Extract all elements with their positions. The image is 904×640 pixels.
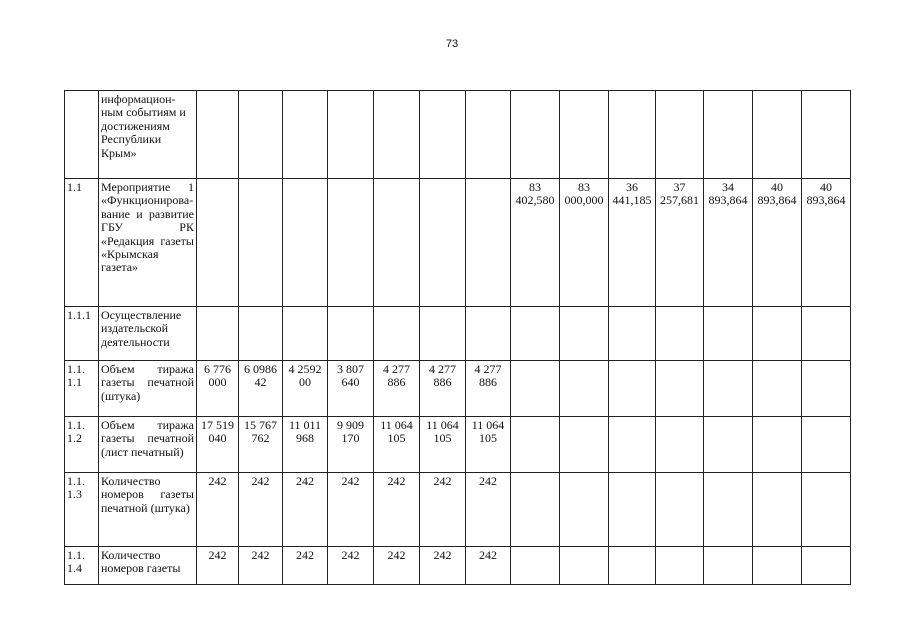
finance-cell xyxy=(753,91,802,179)
count-cell xyxy=(197,179,239,307)
finance-cell xyxy=(656,361,704,417)
row-name: Количество номеров газеты xyxy=(99,547,197,585)
count-cell: 11 064 105 xyxy=(420,417,466,473)
count-cell xyxy=(466,307,511,361)
finance-cell xyxy=(704,547,753,585)
finance-cell xyxy=(511,547,560,585)
finance-cell xyxy=(802,473,851,547)
finance-cell xyxy=(560,547,609,585)
finance-cell xyxy=(609,361,656,417)
count-cell: 242 xyxy=(420,547,466,585)
finance-cell xyxy=(704,473,753,547)
finance-cell xyxy=(609,547,656,585)
finance-cell xyxy=(753,417,802,473)
table-row xyxy=(65,361,851,417)
row-name: Осуществление издательской деятельности xyxy=(99,307,197,361)
count-cell: 242 xyxy=(328,473,374,547)
finance-value-top: 40 xyxy=(820,180,832,194)
count-cell: 4 277 886 xyxy=(420,361,466,417)
count-cell: 242 xyxy=(283,547,328,585)
finance-cell xyxy=(560,179,609,307)
finance-cell xyxy=(704,179,753,307)
count-cell: 242 xyxy=(239,473,283,547)
row-code: 1.1. 1.1 xyxy=(65,361,99,417)
table-row xyxy=(65,473,851,547)
finance-value-top: 83 xyxy=(578,180,590,194)
finance-cell xyxy=(753,179,802,307)
count-cell xyxy=(420,179,466,307)
finance-value-bottom: 893,864 xyxy=(757,193,797,208)
finance-value-top: 83 xyxy=(529,180,541,194)
table-row xyxy=(65,307,851,361)
finance-cell xyxy=(609,417,656,473)
count-cell: 242 xyxy=(466,473,511,547)
finance-value-top: 40 xyxy=(771,180,783,194)
count-cell xyxy=(197,91,239,179)
count-cell: 242 xyxy=(197,547,239,585)
row-name: Объем тиража газеты печатной (лист печатный) xyxy=(99,417,197,473)
finance-cell xyxy=(704,91,753,179)
finance-cell xyxy=(704,361,753,417)
count-cell: 4 277 886 xyxy=(466,361,511,417)
count-cell: 242 xyxy=(283,473,328,547)
count-cell xyxy=(283,179,328,307)
count-cell xyxy=(466,179,511,307)
count-cell: 242 xyxy=(328,547,374,585)
finance-value-bottom: 257,681 xyxy=(660,193,699,208)
finance-cell xyxy=(656,473,704,547)
table-row xyxy=(65,417,851,473)
finance-value-top: 34 xyxy=(722,180,734,194)
table-row xyxy=(65,179,851,307)
count-cell: 6 0986 42 xyxy=(239,361,283,417)
count-cell xyxy=(283,91,328,179)
count-cell xyxy=(328,307,374,361)
count-cell: 11 064 105 xyxy=(466,417,511,473)
finance-cell xyxy=(560,473,609,547)
finance-cell xyxy=(802,91,851,179)
finance-cell xyxy=(609,307,656,361)
finance-cell xyxy=(609,473,656,547)
finance-cell xyxy=(609,91,656,179)
count-cell: 11 011 968 xyxy=(283,417,328,473)
count-cell: 4 2592 00 xyxy=(283,361,328,417)
finance-cell xyxy=(753,307,802,361)
count-cell xyxy=(239,179,283,307)
finance-cell xyxy=(656,547,704,585)
finance-cell xyxy=(753,361,802,417)
row-code: 1.1. 1.2 xyxy=(65,417,99,473)
count-cell: 4 277 886 xyxy=(374,361,420,417)
finance-value-bottom: 893,864 xyxy=(806,193,846,208)
page-number: 73 xyxy=(445,38,459,50)
finance-cell xyxy=(560,417,609,473)
finance-cell xyxy=(802,361,851,417)
count-cell xyxy=(420,91,466,179)
row-code xyxy=(65,91,99,179)
finance-cell xyxy=(560,91,609,179)
finance-cell xyxy=(511,307,560,361)
count-cell xyxy=(420,307,466,361)
count-cell: 11 064 105 xyxy=(374,417,420,473)
count-cell: 242 xyxy=(466,547,511,585)
finance-cell xyxy=(511,91,560,179)
count-cell: 242 xyxy=(374,547,420,585)
count-cell: 9 909 170 xyxy=(328,417,374,473)
finance-cell xyxy=(560,307,609,361)
finance-cell xyxy=(704,307,753,361)
count-cell: 242 xyxy=(197,473,239,547)
count-cell xyxy=(374,307,420,361)
count-cell xyxy=(197,307,239,361)
count-cell: 242 xyxy=(374,473,420,547)
finance-cell xyxy=(802,179,851,307)
count-cell xyxy=(374,91,420,179)
table-row xyxy=(65,91,851,179)
finance-cell xyxy=(802,547,851,585)
row-code: 1.1 xyxy=(65,179,99,307)
count-cell: 242 xyxy=(420,473,466,547)
finance-cell xyxy=(511,473,560,547)
finance-cell xyxy=(753,473,802,547)
count-cell xyxy=(239,91,283,179)
finance-cell xyxy=(511,361,560,417)
finance-value-top: 37 xyxy=(673,180,686,194)
program-table xyxy=(64,90,851,585)
row-code: 1.1. 1.4 xyxy=(65,547,99,585)
row-name: информацион-ным событиям и достижениям Республики Крым» xyxy=(99,91,197,179)
count-cell: 242 xyxy=(239,547,283,585)
finance-value-bottom: 893,864 xyxy=(708,193,748,208)
count-cell xyxy=(374,179,420,307)
finance-cell xyxy=(656,179,704,307)
count-cell xyxy=(239,307,283,361)
row-code: 1.1.1 xyxy=(65,307,99,361)
finance-cell xyxy=(511,179,560,307)
finance-value-bottom: 402,580 xyxy=(515,193,555,208)
row-name: Количество номеров газеты печатной (штука) xyxy=(99,473,197,547)
count-cell: 3 807 640 xyxy=(328,361,374,417)
count-cell xyxy=(328,179,374,307)
finance-value-bottom: 441,185 xyxy=(612,193,652,208)
finance-value-bottom: 000,000 xyxy=(564,193,604,208)
count-cell xyxy=(328,91,374,179)
finance-cell xyxy=(802,307,851,361)
count-cell xyxy=(466,91,511,179)
count-cell xyxy=(283,307,328,361)
row-name: Мероприятие 1 «Функционирова-вание и развитие ГБУ РК «Редакция газеты «Крымская газета» xyxy=(99,179,197,307)
row-code: 1.1. 1.3 xyxy=(65,473,99,547)
finance-cell xyxy=(802,417,851,473)
finance-cell xyxy=(560,361,609,417)
finance-cell xyxy=(753,547,802,585)
count-cell: 6 776 000 xyxy=(197,361,239,417)
finance-cell xyxy=(609,179,656,307)
finance-cell xyxy=(656,417,704,473)
finance-cell xyxy=(511,417,560,473)
finance-value-top: 36 xyxy=(626,180,638,194)
finance-cell xyxy=(704,417,753,473)
finance-cell xyxy=(656,91,704,179)
finance-cell xyxy=(656,307,704,361)
count-cell: 15 767 762 xyxy=(239,417,283,473)
row-name: Объем тиража газеты печатной (штука) xyxy=(99,361,197,417)
table-row xyxy=(65,547,851,585)
count-cell: 17 519 040 xyxy=(197,417,239,473)
